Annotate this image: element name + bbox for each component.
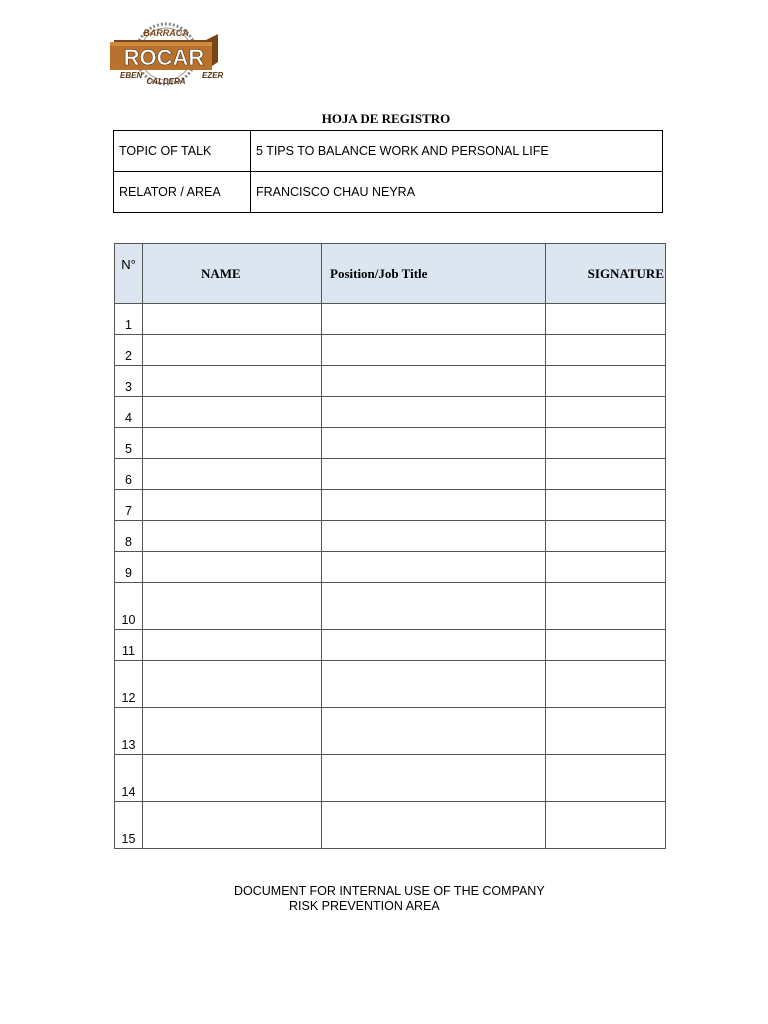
row-number-cell: 8: [115, 521, 143, 552]
row-number-cell: 5: [115, 428, 143, 459]
register-row: [115, 459, 666, 490]
rocar-logo-graphic: [106, 22, 226, 88]
row-number-cell: 11: [115, 630, 143, 661]
register-body: [115, 304, 666, 849]
row-number-cell: 9: [115, 552, 143, 583]
position-cell[interactable]: [322, 552, 546, 583]
position-cell[interactable]: [322, 397, 546, 428]
register-row: [115, 397, 666, 428]
row-number-cell: 4: [115, 397, 143, 428]
row-number-cell: 13: [115, 708, 143, 755]
logo-bottom-left: EBEN: [120, 71, 143, 80]
header-signature: SIGNATURE: [546, 244, 666, 304]
signature-cell[interactable]: [546, 521, 666, 552]
document-title: HOJA DE REGISTRO: [321, 111, 451, 126]
name-cell[interactable]: [143, 802, 322, 849]
register-row: [115, 630, 666, 661]
name-cell[interactable]: [143, 552, 322, 583]
logo-bottom-center: CALDERA: [146, 77, 186, 86]
attendance-register-table: [114, 243, 666, 849]
row-number-cell: 2: [115, 335, 143, 366]
register-row: [115, 661, 666, 708]
signature-cell[interactable]: [546, 708, 666, 755]
position-cell[interactable]: [322, 755, 546, 802]
name-cell[interactable]: [143, 397, 322, 428]
signature-cell[interactable]: [546, 428, 666, 459]
footer-line-2: RISK PREVENTION AREA: [289, 899, 440, 913]
name-cell[interactable]: [143, 428, 322, 459]
name-cell[interactable]: [143, 521, 322, 552]
row-number-cell: 14: [115, 755, 143, 802]
logo-top-text: BARRACA: [143, 28, 189, 38]
row-number-cell: 10: [115, 583, 143, 630]
register-row: [115, 366, 666, 397]
register-row: [115, 755, 666, 802]
position-cell[interactable]: [322, 630, 546, 661]
signature-cell[interactable]: [546, 661, 666, 708]
row-number-cell: 15: [115, 802, 143, 849]
signature-cell[interactable]: [546, 397, 666, 428]
signature-cell[interactable]: [546, 630, 666, 661]
register-row: [115, 708, 666, 755]
relator-value: FRANCISCO CHAU NEYRA: [251, 172, 663, 213]
talk-info-table: [113, 130, 663, 213]
position-cell[interactable]: [322, 583, 546, 630]
register-row: [115, 802, 666, 849]
logo-brand-text: ROCAR: [123, 45, 205, 70]
relator-row: [114, 172, 663, 213]
position-cell[interactable]: [322, 366, 546, 397]
name-cell[interactable]: [143, 366, 322, 397]
row-number-cell: 12: [115, 661, 143, 708]
position-cell[interactable]: [322, 521, 546, 552]
name-cell[interactable]: [143, 630, 322, 661]
logo-bottom-right: EZER: [202, 71, 224, 80]
signature-cell[interactable]: [546, 490, 666, 521]
name-cell[interactable]: [143, 708, 322, 755]
name-cell[interactable]: [143, 304, 322, 335]
register-row: [115, 583, 666, 630]
signature-cell[interactable]: [546, 459, 666, 490]
name-cell[interactable]: [143, 490, 322, 521]
header-number-text: N°: [121, 257, 136, 272]
relator-label: RELATOR / AREA: [114, 172, 251, 213]
register-row: [115, 335, 666, 366]
position-cell[interactable]: [322, 490, 546, 521]
topic-label: TOPIC OF TALK: [114, 131, 251, 172]
signature-cell[interactable]: [546, 802, 666, 849]
register-header-row: [115, 244, 666, 304]
register-row: [115, 304, 666, 335]
topic-row: [114, 131, 663, 172]
position-cell[interactable]: [322, 335, 546, 366]
register-row: [115, 490, 666, 521]
name-cell[interactable]: [143, 583, 322, 630]
signature-cell[interactable]: [546, 583, 666, 630]
name-cell[interactable]: [143, 335, 322, 366]
company-logo: [106, 22, 226, 88]
row-number-cell: 1: [115, 304, 143, 335]
register-row: [115, 521, 666, 552]
header-name: NAME: [143, 244, 322, 304]
signature-cell[interactable]: [546, 304, 666, 335]
position-cell[interactable]: [322, 428, 546, 459]
signature-cell[interactable]: [546, 552, 666, 583]
register-row: [115, 428, 666, 459]
register-row: [115, 552, 666, 583]
name-cell[interactable]: [143, 459, 322, 490]
position-cell[interactable]: [322, 802, 546, 849]
name-cell[interactable]: [143, 755, 322, 802]
position-cell[interactable]: [322, 304, 546, 335]
row-number-cell: 3: [115, 366, 143, 397]
name-cell[interactable]: [143, 661, 322, 708]
footer-line-1: DOCUMENT FOR INTERNAL USE OF THE COMPANY: [234, 884, 545, 898]
row-number-cell: 7: [115, 490, 143, 521]
row-number-cell: 6: [115, 459, 143, 490]
signature-cell[interactable]: [546, 366, 666, 397]
signature-cell[interactable]: [546, 755, 666, 802]
header-position: Position/Job Title: [322, 244, 546, 304]
signature-cell[interactable]: [546, 335, 666, 366]
position-cell[interactable]: [322, 459, 546, 490]
header-number: [115, 244, 143, 304]
topic-value: 5 TIPS TO BALANCE WORK AND PERSONAL LIFE: [251, 131, 663, 172]
position-cell[interactable]: [322, 708, 546, 755]
position-cell[interactable]: [322, 661, 546, 708]
